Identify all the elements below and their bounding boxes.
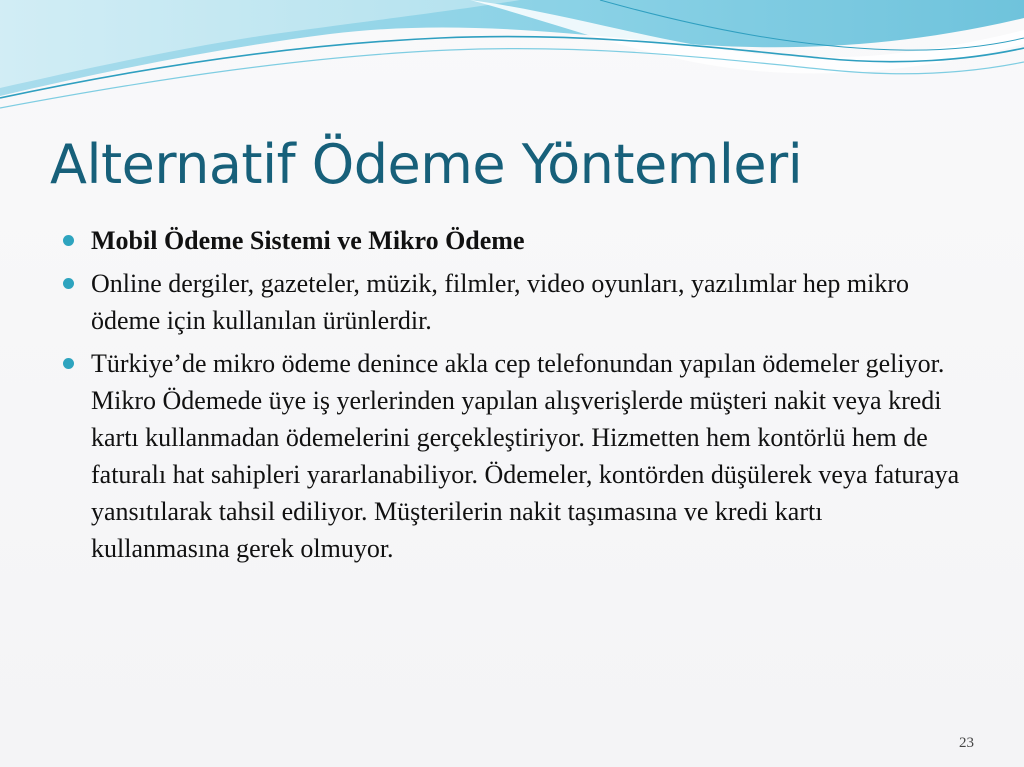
bullet-dot-icon [63,358,74,369]
bullet-text: Mobil Ödeme Sistemi ve Mikro Ödeme [91,226,525,255]
bullet-list [63,222,963,573]
bullet-dot-icon [63,278,74,289]
header-wave-decoration [0,0,1024,115]
bullet-dot-icon [63,235,74,246]
bullet-item [63,222,963,259]
bullet-text: Online dergiler, gazeteler, müzik, filmler, video oyunları, yazılımlar hep mikro ödeme için kullanılan ürünlerdir. [91,269,910,335]
bullet-item [63,345,963,567]
bullet-item [63,265,963,339]
slide-title: Alternatif Ödeme Yöntemleri [50,133,803,196]
bullet-text: Türkiye’de mikro ödeme denince akla cep telefonundan yapılan ödemeler geliyor. Mikro Ödemede üye iş yerlerinden yapılan alışverişlerde müşteri nakit veya kredi kartı kullanmadan ödemelerini gerçekleştiriyor. Hizmetten hem kontörlü hem de faturalı hat sahipleri yararlanabiliyor. Ödemeler, kontörden düşülerek veya faturaya yansıtılarak tahsil ediliyor. Müşterilerin nakit taşımasına ve kredi kartı kullanmasına gerek olmuyor. [91,349,960,563]
page-number: 23 [959,735,974,751]
